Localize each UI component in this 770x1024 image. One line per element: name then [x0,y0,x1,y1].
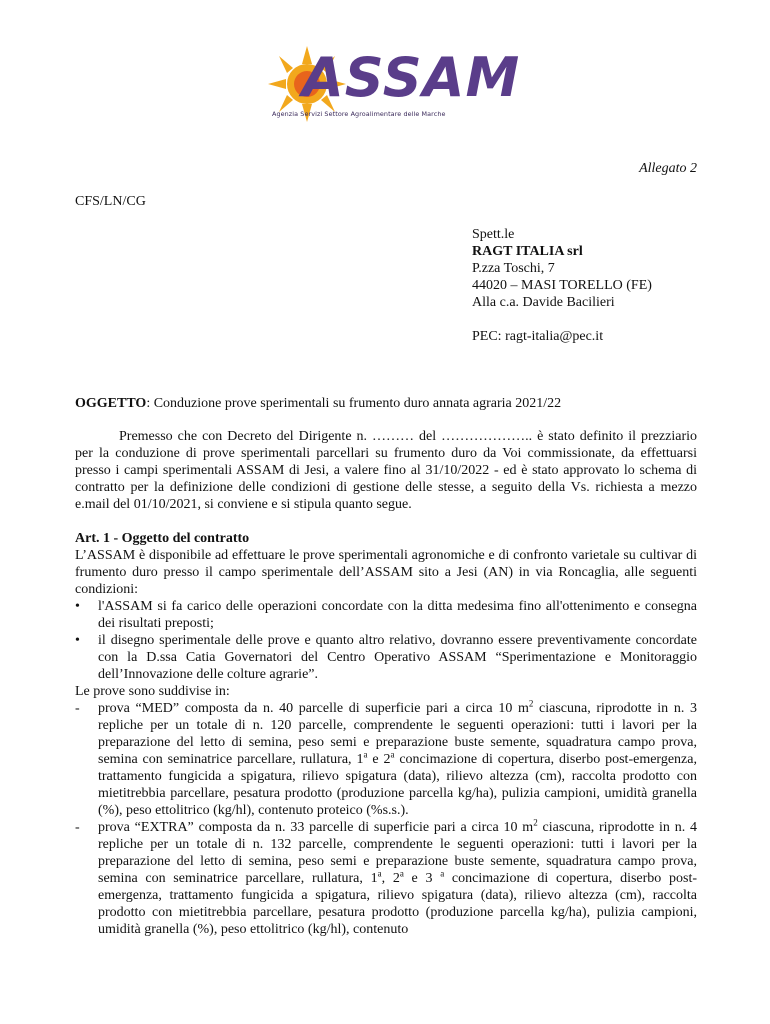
trials-list [75,700,697,938]
article-title: Art. 1 - Oggetto del contratto [75,531,250,546]
recipient-address [472,226,652,345]
recipient-street: P.zza Toschi, 7 [472,261,555,276]
logo-wordmark: ASSAM [302,46,521,109]
recipient-city: 44020 – MASI TORELLO (FE) [472,278,652,293]
subject-line [75,395,561,412]
conditions-list [75,598,697,683]
list-item: • il disegno sperimentale delle prove e quanto altro relativo, dovranno essere preventivamente concordate con la D.ssa Catia Governatori del Centro Operativo ASSAM “Sperimentazione e Monitoraggio dell’Innovazione delle colture agrarie”. [75,632,697,683]
protocol-code: CFS/LN/CG [75,194,146,209]
attachment-label: Allegato 2 [639,161,697,176]
recipient-company: RAGT ITALIA srl [472,244,583,259]
division-intro: Le prove sono suddivise in: [75,684,230,699]
trial-item-med: - prova “MED” composta da n. 40 parcelle di superficie pari a circa 10 $m^2$ ciascuna, riprodotte in n. 3 repliche per un totale di n. 120 parcelle, comprendente le seguenti operazioni: tutti i lavori per la preparazione del letto di semina, peso semi e preparazione buste semente, squadratura campo prova, semina con seminatrice parcellare, rullatura, 1$^a$ e 2$^a$ concimazione di copertura, diserbo post-emergenza, trattamento fungicida a spigatura, rilievo spigatura (data), rilievo altezza (cm), raccolta prodotto con mietitrebbia parcellare, pesatura prodotto (produzione parcella kg/ha), pulizia campioni, umidità granella (%), peso ettolitrico (kg/hl), contenuto proteico (%s.s.). [75,700,697,819]
subject-text: : Conduzione prove sperimentali su frumento duro annata agraria 2021/22 [146,396,562,411]
article-paragraph: L’ASSAM è disponibile ad effettuare le prove sperimentali agronomiche e di confronto varietale su cultivar di frumento duro presso il campo sperimentale dell’ASSAM sito a Jesi (AN) in via Roncaglia, alle seguenti condizioni: [75,548,697,597]
list-item: • l'ASSAM si fa carico delle operazioni concordate con la ditta medesima fino all'ottenimento e consegna dei risultati preposti; [75,598,697,632]
logo-tagline: Agenzia Servizi Settore Agroalimentare delle Marche [272,110,446,118]
subject-label: OGGETTO [75,396,147,411]
letter-body [75,428,697,938]
intro-paragraph: Premesso che con Decreto del Dirigente n. ……… del ……………….. è stato definito il prezziario per la conduzione di prove sperimentali parcellari su frumento duro da Voi commissionate, da effettuarsi presso i campi sperimentali ASSAM di Jesi, a valere fino al 31/10/2022 - ed è stato approvato lo schema di contratto per la definizione delle condizioni di gestione delle stesse, a seguito della Vs. richiesta a mezzo e.mail del 01/10/2021, si conviene e si stipula quanto segue. [75,429,697,512]
assam-logo [262,44,521,126]
recipient-pec: PEC: ragt-italia@pec.it [472,329,604,344]
salutation: Spett.le [472,227,515,242]
recipient-attention: Alla c.a. Davide Bacilieri [472,295,615,310]
trial-item-extra: - prova “EXTRA” composta da n. 33 parcelle di superficie pari a circa 10 $m^2$ ciascuna, riprodotte in n. 4 repliche per un totale di n. 132 parcelle, comprendente le seguenti operazioni: tutti i lavori per la preparazione del letto di semina, peso semi e preparazione buste semente, squadratura campo prova, semina con seminatrice parcellare, rullatura, 1$^a$, 2$^a$ e 3 $^a$ concimazione di copertura, diserbo post-emergenza, trattamento fungicida a spigatura, rilievo spigatura (data), rilievo altezza (cm), raccolta prodotto con mietitrebbia parcellare, pesatura prodotto (produzione parcella kg/ha), pulizia campioni, umidità granella (%), peso ettolitrico (kg/hl), contenuto [75,819,697,938]
